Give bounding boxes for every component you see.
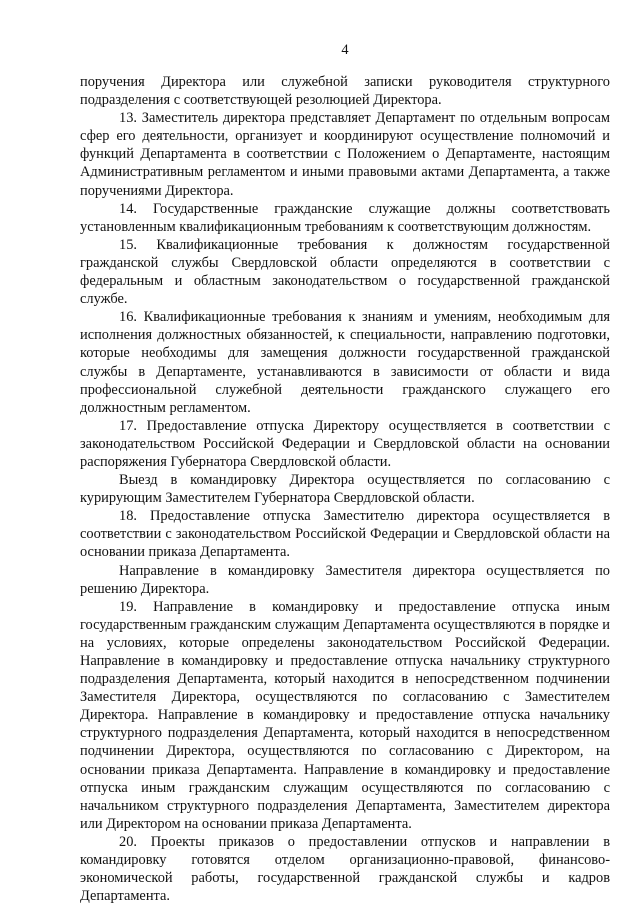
paragraph-17-trip: Выезд в командировку Директора осуществляется по согласованию с курирующим Заместителем Губернатора Свердловской области. bbox=[80, 472, 610, 507]
paragraph-18: 18. Предоставление отпуска Заместителю директора осуществляется в соответствии с законодательством Российской Федерации и Свердловской области на основании приказа Департамента. bbox=[80, 508, 610, 561]
paragraph-19: 19. Направление в командировку и предоставление отпуска иным государственным гражданским служащим Департамента осуществляются в порядке и на условиях, которые определены законодательством Российской Федерации. Направление в командировку и предоставление отпуска начальнику структурного подразделения Департамента, который находится в непосредственном подчинении Заместителя Директора, осуществляются по согласованию с Заместителем Директора. Направление в командировку и предоставление отпуска начальнику структурного подразделения Департамента, который находится в непосредственном подчинении Директора, осуществляются по согласованию с Директором, на основании приказа Департамента. Направление в командировку и предоставление отпуска иным гражданским служащим осуществляются по согласованию с начальником структурного подразделения Департамента, Заместителем директора или Директором на основании приказа Департамента. bbox=[80, 598, 610, 832]
paragraph-14: 14. Государственные гражданские служащие должны соответствовать установленным квалификационным требованиям к соответствующим должностям. bbox=[80, 200, 610, 235]
page-number: 4 bbox=[341, 42, 349, 58]
paragraph-20: 20. Проекты приказов о предоставлении отпусков и направлении в командировку готовятся отделом организационно-правовой, финансово-экономической работы, государственной гражданской службы и кадров Департамента. bbox=[80, 833, 610, 905]
paragraph-17: 17. Предоставление отпуска Директору осуществляется в соответствии с законодательством Российской Федерации и Свердловской области на основании распоряжения Губернатора Свердловской области. bbox=[80, 417, 610, 470]
paragraph-continuation: поручения Директора или служебной записки руководителя структурного подразделения с соответствующей резолюцией Директора. bbox=[80, 74, 610, 109]
paragraph-18-trip: Направление в командировку Заместителя директора осуществляется по решению Директора. bbox=[80, 562, 610, 597]
paragraph-15: 15. Квалификационные требования к должностям государственной гражданской службы Свердловской области определяются в соответствии с федеральным и областным законодательством о государственной гражданской службе. bbox=[80, 236, 610, 308]
paragraph-16: 16. Квалификационные требования к знаниям и умениям, необходимым для исполнения должностных обязанностей, к специальности, направлению подготовки, которые необходимы для замещения должности государственной гражданской службы в Департаменте, устанавливаются в зависимости от области и вида профессиональной служебной деятельности гражданского служащего его должностным регламентом. bbox=[80, 309, 610, 416]
paragraph-13: 13. Заместитель директора представляет Департамент по отдельным вопросам сфер его деятельности, организует и координируют осуществление полномочий и функций Департамента в соответствии с Положением о Департаменте, настоящим Административным регламентом и иными правовыми актами Департамента, а также поручениями Директора. bbox=[80, 110, 610, 199]
